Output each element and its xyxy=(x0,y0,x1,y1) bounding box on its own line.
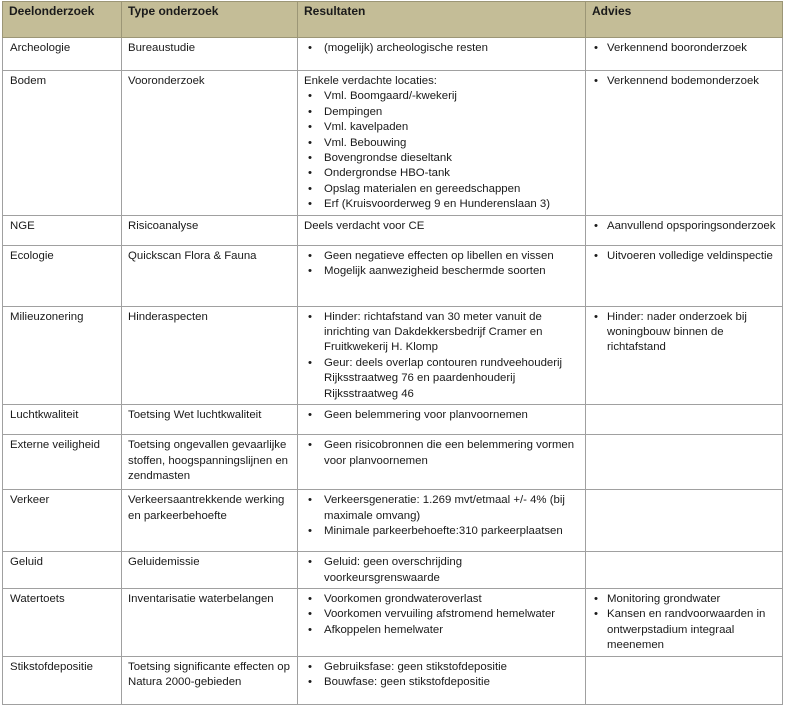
cell-deelonderzoek: Archeologie xyxy=(3,38,122,71)
list-item: • Geen belemmering voor planvoornemen xyxy=(304,408,579,423)
resultaten-intro: Deels verdacht voor CE xyxy=(304,219,425,232)
cell-type-onderzoek: Toetsing ongevallen gevaarlijke stoffen, hoogspanningslijnen en zendmasten xyxy=(122,435,298,490)
list-item: • Aanvullend opsporingsonderzoek xyxy=(592,219,776,234)
cell-resultaten xyxy=(298,490,586,552)
advies-list xyxy=(592,310,776,356)
resultaten-list xyxy=(304,555,579,586)
resultaten-list xyxy=(304,310,579,402)
resultaten-list xyxy=(304,660,579,691)
list-item: • Uitvoeren volledige veldinspectie xyxy=(592,249,776,264)
resultaten-list xyxy=(304,408,579,423)
resultaten-list xyxy=(304,41,579,56)
document-page xyxy=(2,1,783,705)
cell-deelonderzoek: Watertoets xyxy=(3,588,122,656)
cell-deelonderzoek: Bodem xyxy=(3,71,122,216)
list-item: • Geen negatieve effecten op libellen en vissen xyxy=(304,249,579,264)
list-item: • Voorkomen grondwateroverlast xyxy=(304,592,579,607)
list-item: • Bovengrondse dieseltank xyxy=(304,151,579,166)
header-advies: Advies xyxy=(586,2,783,38)
table-row xyxy=(3,245,783,306)
cell-deelonderzoek: Verkeer xyxy=(3,490,122,552)
list-item: • (mogelijk) archeologische resten xyxy=(304,41,579,56)
list-item: • Geluid: geen overschrijding voorkeursgrenswaarde xyxy=(304,555,579,586)
header-deelonderzoek: Deelonderzoek xyxy=(3,2,122,38)
advies-list xyxy=(592,219,776,234)
advies-list xyxy=(592,249,776,264)
cell-type-onderzoek: Bureaustudie xyxy=(122,38,298,71)
cell-advies xyxy=(586,552,783,589)
table-row xyxy=(3,38,783,71)
list-item: • Afkoppelen hemelwater xyxy=(304,623,579,638)
cell-deelonderzoek: Luchtkwaliteit xyxy=(3,405,122,435)
cell-resultaten xyxy=(298,552,586,589)
list-item: • Verkennend booronderzoek xyxy=(592,41,776,56)
cell-resultaten xyxy=(298,656,586,704)
advies-list xyxy=(592,74,776,89)
header-resultaten: Resultaten xyxy=(298,2,586,38)
list-item: • Hinder: nader onderzoek bij woningbouw binnen de richtafstand xyxy=(592,310,776,356)
list-item: • Geur: deels overlap contouren rundveehouderij Rijksstraatweg 76 en paardenhouderij Rijksstraatweg 46 xyxy=(304,356,579,402)
list-item: • Voorkomen vervuiling afstromend hemelwater xyxy=(304,607,579,622)
list-item: • Bouwfase: geen stikstofdepositie xyxy=(304,675,579,690)
table-row xyxy=(3,71,783,216)
cell-resultaten xyxy=(298,405,586,435)
list-item: • Kansen en randvoorwaarden in ontwerpstadium integraal meenemen xyxy=(592,607,776,653)
list-item: • Erf (Kruisvoorderweg 9 en Hunderenslaan 3) xyxy=(304,197,579,212)
cell-resultaten xyxy=(298,588,586,656)
cell-resultaten xyxy=(298,38,586,71)
cell-deelonderzoek: Milieuzonering xyxy=(3,306,122,404)
cell-resultaten xyxy=(298,71,586,216)
list-item: • Dempingen xyxy=(304,105,579,120)
header-row xyxy=(3,2,783,38)
cell-deelonderzoek: Externe veiligheid xyxy=(3,435,122,490)
list-item: • Ondergrondse HBO-tank xyxy=(304,166,579,181)
list-item: • Gebruiksfase: geen stikstofdepositie xyxy=(304,660,579,675)
list-item: • Verkennend bodemonderzoek xyxy=(592,74,776,89)
cell-type-onderzoek: Quickscan Flora & Fauna xyxy=(122,245,298,306)
table-row xyxy=(3,656,783,704)
cell-type-onderzoek: Toetsing Wet luchtkwaliteit xyxy=(122,405,298,435)
resultaten-list xyxy=(304,493,579,539)
table-row xyxy=(3,588,783,656)
cell-resultaten xyxy=(298,435,586,490)
resultaten-list xyxy=(304,438,579,469)
list-item: • Mogelijk aanwezigheid beschermde soorten xyxy=(304,264,579,279)
cell-type-onderzoek: Hinderaspecten xyxy=(122,306,298,404)
list-item: • Vml. kavelpaden xyxy=(304,120,579,135)
cell-type-onderzoek: Vooronderzoek xyxy=(122,71,298,216)
research-table xyxy=(2,1,783,705)
resultaten-list xyxy=(304,249,579,280)
header-type-onderzoek: Type onderzoek xyxy=(122,2,298,38)
cell-advies xyxy=(586,306,783,404)
cell-resultaten xyxy=(298,215,586,245)
cell-advies xyxy=(586,490,783,552)
cell-resultaten xyxy=(298,245,586,306)
cell-advies xyxy=(586,435,783,490)
table-body xyxy=(3,38,783,705)
cell-advies xyxy=(586,656,783,704)
cell-deelonderzoek: Ecologie xyxy=(3,245,122,306)
list-item: • Vml. Bebouwing xyxy=(304,136,579,151)
cell-advies xyxy=(586,405,783,435)
cell-resultaten xyxy=(298,306,586,404)
table-row xyxy=(3,435,783,490)
resultaten-list xyxy=(304,89,579,212)
cell-advies xyxy=(586,38,783,71)
cell-type-onderzoek: Risicoanalyse xyxy=(122,215,298,245)
list-item: • Vml. Boomgaard/-kwekerij xyxy=(304,89,579,104)
advies-list xyxy=(592,592,776,654)
list-item: • Geen risicobronnen die een belemmering vormen voor planvoornemen xyxy=(304,438,579,469)
list-item: • Hinder: richtafstand van 30 meter vanuit de inrichting van Dakdekkersbedrijf Cramer en Fruitkwekerij H. Klomp xyxy=(304,310,579,356)
resultaten-list xyxy=(304,592,579,638)
list-item: • Opslag materialen en gereedschappen xyxy=(304,182,579,197)
table-row xyxy=(3,405,783,435)
resultaten-intro: Enkele verdachte locaties: xyxy=(304,75,437,87)
cell-type-onderzoek: Toetsing significante effecten op Natura 2000-gebieden xyxy=(122,656,298,704)
table-row xyxy=(3,215,783,245)
cell-type-onderzoek: Verkeersaantrekkende werking en parkeerbehoefte xyxy=(122,490,298,552)
list-item: • Monitoring grondwater xyxy=(592,592,776,607)
table-row xyxy=(3,306,783,404)
advies-list xyxy=(592,41,776,56)
table-row xyxy=(3,490,783,552)
list-item: • Verkeersgeneratie: 1.269 mvt/etmaal +/- 4% (bij maximale omvang) xyxy=(304,493,579,524)
cell-type-onderzoek: Inventarisatie waterbelangen xyxy=(122,588,298,656)
cell-advies xyxy=(586,71,783,216)
cell-type-onderzoek: Geluidemissie xyxy=(122,552,298,589)
table-row xyxy=(3,552,783,589)
table-header xyxy=(3,2,783,38)
cell-advies xyxy=(586,588,783,656)
cell-deelonderzoek: Geluid xyxy=(3,552,122,589)
cell-advies xyxy=(586,245,783,306)
cell-advies xyxy=(586,215,783,245)
cell-deelonderzoek: Stikstofdepositie xyxy=(3,656,122,704)
list-item: • Minimale parkeerbehoefte:310 parkeerplaatsen xyxy=(304,524,579,539)
cell-deelonderzoek: NGE xyxy=(3,215,122,245)
